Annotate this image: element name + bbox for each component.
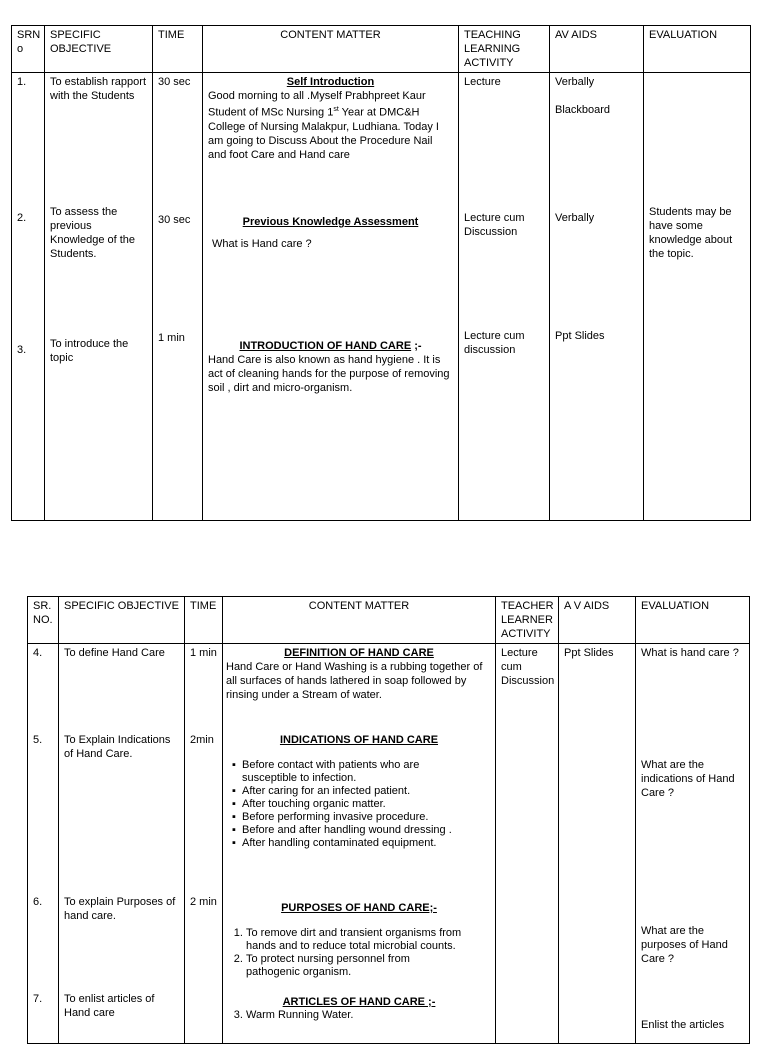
purposes-list bbox=[226, 927, 492, 979]
list-item: 3. Warm Running Water. bbox=[246, 1009, 492, 1022]
header-objective: SPECIFIC OBJECTIVE bbox=[59, 597, 185, 644]
content-text: Good morning to all .Myself Prabhpreet Kaur Student of MSc Nursing 1st Year at DMC&H College of Nursing Malakpur, Ludhiana. Today I am going to Discuss About the Procedure Nail and foot Care and Hand care bbox=[208, 90, 439, 161]
srno-cell bbox=[28, 644, 59, 1044]
section-heading: ARTICLES OF HAND CARE ;- bbox=[282, 996, 436, 1008]
header-activity: TEACHER LEARNER ACTIVITY bbox=[496, 597, 559, 644]
evaluation: Students may be have some knowledge about the topic. bbox=[649, 206, 733, 260]
header-content: CONTENT MATTER bbox=[203, 26, 459, 73]
objective: To Explain Indications of Hand Care. bbox=[64, 734, 171, 760]
objective: To enlist articles of Hand care bbox=[64, 993, 155, 1019]
table-row bbox=[28, 644, 750, 1044]
time: 30 sec bbox=[158, 214, 191, 226]
aids-cell bbox=[559, 644, 636, 1044]
evaluation: What are the indications of Hand Care ? bbox=[641, 759, 735, 799]
aids: Blackboard bbox=[555, 104, 611, 116]
content-cell bbox=[223, 644, 496, 1044]
header-aids: A V AIDS bbox=[559, 597, 636, 644]
aids: Verbally bbox=[555, 76, 595, 88]
section-heading: INDICATIONS OF HAND CARE bbox=[279, 734, 439, 746]
srno: 5. bbox=[33, 734, 43, 746]
activity-cell bbox=[459, 73, 550, 521]
activity: Lecture cum Discussion bbox=[464, 212, 525, 238]
header-srno: SR. NO. bbox=[28, 597, 59, 644]
evaluation-cell bbox=[644, 73, 751, 521]
table-header-row bbox=[28, 597, 750, 644]
content-text: What is Hand care ? bbox=[212, 238, 312, 250]
header-objective: SPECIFIC OBJECTIVE bbox=[45, 26, 153, 73]
content-text: Hand Care or Hand Washing is a rubbing together of all surfaces of hands lathered in soap followed by rinsing under a Stream of water. bbox=[226, 661, 483, 701]
section-heading: Self Introduction bbox=[286, 76, 375, 88]
srno-cell bbox=[12, 73, 45, 521]
time-cell bbox=[153, 73, 203, 521]
header-activity: TEACHING LEARNING ACTIVITY bbox=[459, 26, 550, 73]
objective-cell bbox=[59, 644, 185, 1044]
activity: Lecture cum Discussion bbox=[501, 647, 555, 687]
time: 2min bbox=[190, 734, 214, 746]
list-item: 2. To protect nursing personnel from pathogenic organism. bbox=[246, 953, 492, 979]
aids: Ppt Slides bbox=[555, 330, 605, 342]
content-text: Hand Care is also known as hand hygiene . It is act of cleaning hands for the purpose of removing soil , dirt and micro-organism. bbox=[208, 354, 450, 394]
header-content: CONTENT MATTER bbox=[223, 597, 496, 644]
header-aids: AV AIDS bbox=[550, 26, 644, 73]
evaluation-cell bbox=[636, 644, 750, 1044]
objective-cell bbox=[45, 73, 153, 521]
indications-list bbox=[226, 759, 492, 850]
aids: Ppt Slides bbox=[564, 647, 614, 659]
srno: 6. bbox=[33, 896, 43, 908]
activity: Lecture bbox=[464, 76, 501, 88]
objective: To explain Purposes of hand care. bbox=[64, 896, 176, 922]
list-item: ▪ Before performing invasive procedure. bbox=[242, 811, 492, 824]
lesson-plan-table-1 bbox=[11, 25, 751, 521]
objective: To introduce the topic bbox=[50, 338, 129, 364]
srno: 1. bbox=[17, 76, 27, 88]
activity: Lecture cum discussion bbox=[464, 330, 525, 356]
section-heading: Previous Knowledge Assessment bbox=[242, 216, 419, 228]
section-heading: INTRODUCTION OF HAND CARE bbox=[239, 340, 412, 352]
header-evaluation: EVALUATION bbox=[644, 26, 751, 73]
list-item: ▪ After handling contaminated equipment. bbox=[242, 837, 492, 850]
content-cell: Self Introduction Good morning to all .Myself Prabhpreet Kaur Student of MSc Nursing 1st Year at DMC&H College of Nursing Malakpur, Ludhiana. Today I am going to Discuss About the Procedure Nail and foot Care and Hand care Previous Knowledge Assessment What is Hand care ? INTRODUCTION OF HAND CARE ;- Hand Care is also known as hand hygiene . It is act of cleaning hands for the purpose of removing soil , dirt and micro-organism. bbox=[203, 73, 459, 521]
section-heading: DEFINITION OF HAND CARE bbox=[284, 647, 434, 659]
srno: 3. bbox=[17, 344, 27, 356]
header-srno: SRN o bbox=[12, 26, 45, 73]
list-item: ▪ Before contact with patients who are susceptible to infection. bbox=[242, 759, 492, 785]
objective: To establish rapport with the Students bbox=[50, 76, 146, 102]
list-item: ▪ After touching organic matter. bbox=[242, 798, 492, 811]
srno: 4. bbox=[33, 647, 43, 659]
evaluation: Enlist the articles bbox=[641, 1019, 725, 1031]
section-heading: PURPOSES OF HAND CARE;- bbox=[281, 902, 437, 914]
time-cell bbox=[185, 644, 223, 1044]
articles-list bbox=[226, 1009, 492, 1022]
list-item: ▪ After caring for an infected patient. bbox=[242, 785, 492, 798]
time: 1 min bbox=[190, 647, 217, 659]
header-time: TIME bbox=[153, 26, 203, 73]
time: 1 min bbox=[158, 332, 185, 344]
objective: To assess the previous Knowledge of the Students. bbox=[50, 206, 136, 260]
aids: Verbally bbox=[555, 212, 595, 224]
list-item: ▪ Before and after handling wound dressing . bbox=[242, 824, 492, 837]
srno: 7. bbox=[33, 993, 43, 1005]
table-header-row bbox=[12, 26, 751, 73]
list-item: 1. To remove dirt and transient organisms from hands and to reduce total microbial counts. bbox=[246, 927, 492, 953]
header-evaluation: EVALUATION bbox=[636, 597, 750, 644]
activity-cell bbox=[496, 644, 559, 1044]
time: 30 sec bbox=[158, 76, 191, 88]
objective: To define Hand Care bbox=[64, 647, 165, 659]
table-row bbox=[12, 73, 751, 521]
lesson-plan-table-2 bbox=[27, 596, 750, 1044]
time: 2 min bbox=[190, 896, 217, 908]
evaluation: What are the purposes of Hand Care ? bbox=[641, 925, 728, 965]
aids-cell bbox=[550, 73, 644, 521]
header-time: TIME bbox=[185, 597, 223, 644]
srno: 2. bbox=[17, 212, 27, 224]
evaluation: What is hand care ? bbox=[641, 647, 739, 659]
